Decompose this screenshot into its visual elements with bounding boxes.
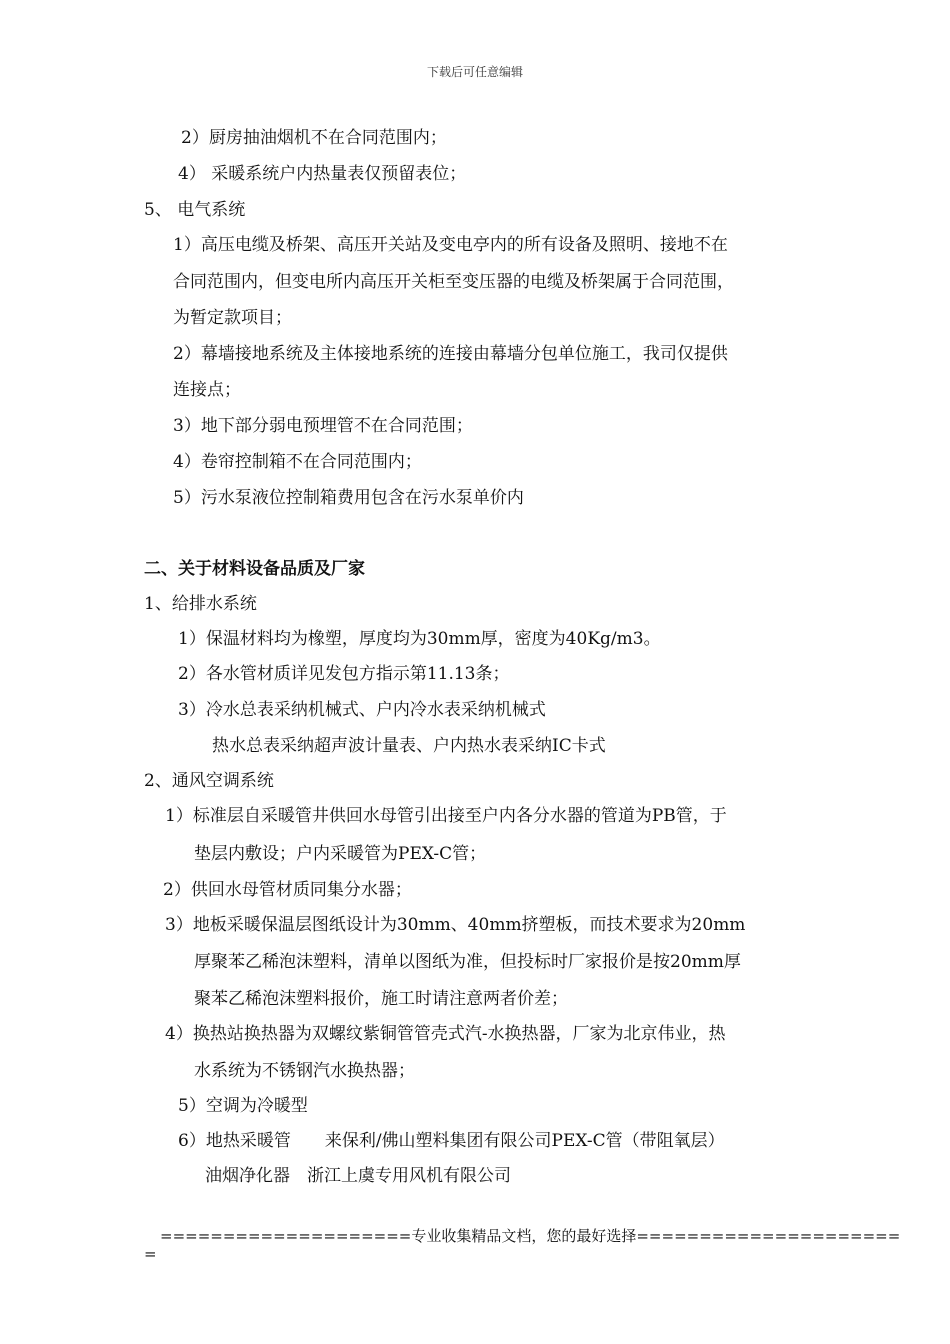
text-line: 5）污水泵液位控制箱费用包含在污水泵单价内: [173, 488, 524, 508]
text-line: 2）各水管材质详见发包方指示第11.13条；: [178, 664, 510, 684]
chapter-heading: 二、关于材料设备品质及厂家: [144, 559, 365, 579]
section-heading: 5、 电气系统: [144, 200, 246, 220]
text-line: 垫层内敷设；户内采暖管为PEX-C管；: [194, 844, 487, 864]
section-heading: 2、通风空调系统: [144, 771, 274, 791]
text-line: 3）地板采暖保温层图纸设计为30mm、40mm挤塑板，而技术要求为20mm: [165, 915, 746, 935]
text-line: 5）空调为冷暖型: [178, 1096, 308, 1116]
text-line: 4） 采暖系统户内热量表仅预留表位；: [178, 164, 467, 184]
text-line: 6）地热采暖管 来保利/佛山塑料集团有限公司PEX-C管（带阻氧层）: [178, 1131, 725, 1151]
text-line: 油烟净化器 浙江上虞专用风机有限公司: [205, 1166, 511, 1186]
page-header: 下载后可任意编辑: [426, 65, 523, 79]
text-line: 水系统为不锈钢汽水换热器；: [194, 1061, 415, 1081]
text-line: 3）地下部分弱电预埋管不在合同范围；: [173, 416, 473, 436]
text-line: 4）换热站换热器为双螺纹紫铜管管壳式汽-水换热器，厂家为北京伟业，热: [165, 1024, 726, 1044]
text-line: 2）供回水母管材质同集分水器；: [163, 880, 412, 900]
text-line: 连接点；: [173, 380, 241, 400]
text-line: 3）冷水总表采纳机械式、户内冷水表采纳机械式: [178, 700, 546, 720]
text-line: 合同范围内，但变电所内高压开关柜至变压器的电缆及桥架属于合同范围，: [173, 272, 734, 292]
text-line: 1）标准层自采暖管井供回水母管引出接至户内各分水器的管道为PB管，于: [165, 806, 727, 826]
page-footer: ====================专业收集精品文档，您的最好选择=====================: [160, 1227, 901, 1245]
section-heading: 1、给排水系统: [144, 594, 257, 614]
text-line: 为暂定款项目；: [173, 308, 292, 328]
text-line: 1）保温材料均为橡塑，厚度均为30mm厚，密度为40Kg/m3。: [178, 629, 661, 649]
text-line: 热水总表采纳超声波计量表、户内热水表采纳IC卡式: [212, 736, 606, 756]
text-line: 2）厨房抽油烟机不在合同范围内；: [181, 128, 447, 148]
text-line: 2）幕墙接地系统及主体接地系统的连接由幕墙分包单位施工，我司仅提供: [173, 344, 728, 364]
text-line: 厚聚苯乙稀泡沫塑料，清单以图纸为准，但投标时厂家报价是按20mm厚: [194, 952, 741, 972]
page-footer-continuation: =: [144, 1245, 157, 1263]
text-line: 4）卷帘控制箱不在合同范围内；: [173, 452, 422, 472]
text-line: 1）高压电缆及桥架、高压开关站及变电亭内的所有设备及照明、接地不在: [173, 235, 728, 255]
text-line: 聚苯乙稀泡沫塑料报价，施工时请注意两者价差；: [194, 989, 568, 1009]
